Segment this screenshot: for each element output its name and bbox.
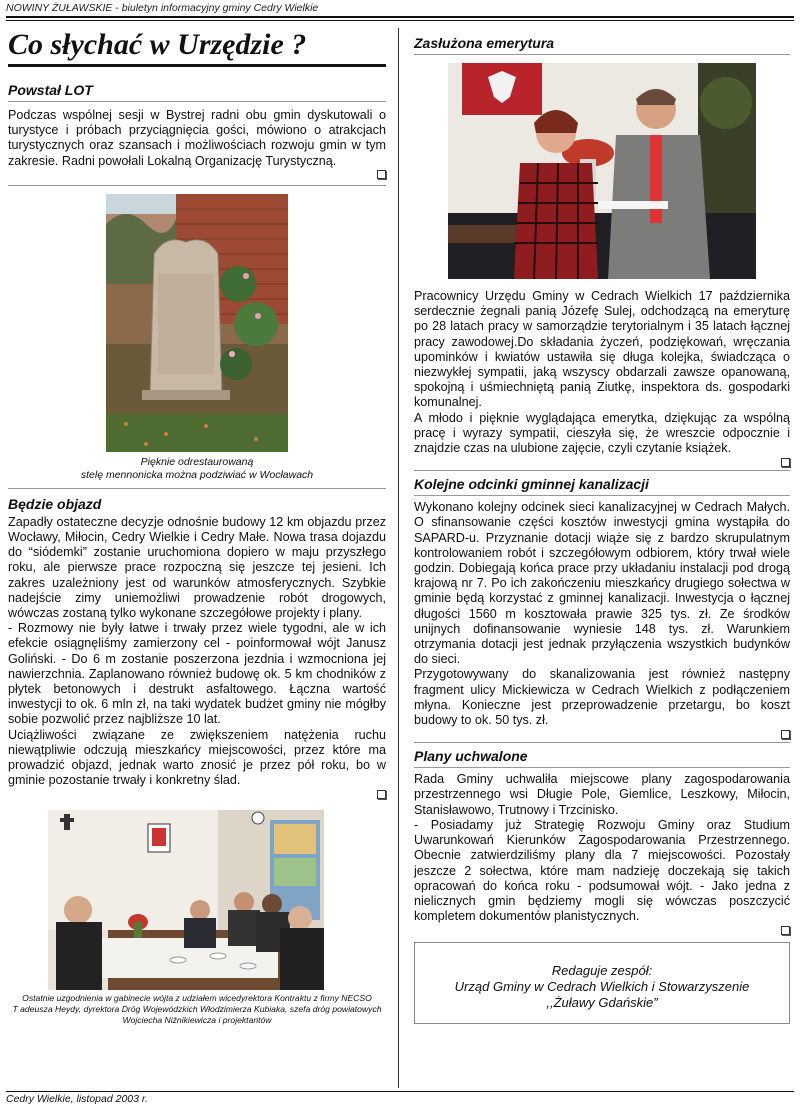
stele-photo [106, 194, 288, 452]
article-objazd-p2: - Rozmowy nie były łatwe i trwały przez wiele tygodni, ale w ich efekcie osiągnęliśmy zamierzony cel - poinformował wójt Janusz Goliński. - Do 6 m zostanie poszerzona jezdnia i wzmocniona jej nawierzchnia. Zaplanowano również budowę ok. 5 km chodników z płytek betonowych i destrukt asfaltowego. Łączna wartość inwestycji to ok. 6 mln zł, na taki wydatek budżet gminy nie mógłby sobie pozwolić przez najbliższe 10 lat. [8, 621, 386, 727]
credits-line1: Redaguje zespół: [551, 963, 653, 979]
section-title-objazd: Będzie objazd [8, 495, 102, 512]
end-mark-row [8, 169, 386, 181]
end-mark-icon [377, 170, 386, 179]
meeting-photo-image [48, 810, 324, 990]
meeting-caption-line1: Ostatnie uzgodnienia w gabinecie wójta z udziałem wicedyrektora Kontraktu z firmy NECSO [22, 993, 372, 1004]
article-objazd-p1: Zapadły ostateczne decyzje odnośnie budowy 12 km objazdu przez Wocławy, Miłocin, Cedry Wielkie i Cedry Małe. Nowa trasa dojazdu do “siódemki” zostanie uruchomiona dopiero w maju przyszłego roku, ale pierwsze prace rozpoczną się jeszcze tej jesieni. Ich zakres uzależniony jest od warunków atmosferycznych. Szybkie nadejście zimy uniemożliwi prowadzenie robót drogowych, wówczas zostaną tylko wykonane szczegółowe projekty i plany. [8, 514, 386, 621]
stele-photo-image [106, 194, 288, 452]
footer-date: Cedry Wielkie, listopad 2003 r. [6, 1093, 148, 1105]
article-lot-text: Podczas wspólnej sesji w Bystrej radni obu gmin dyskutowali o turystyce i próbach przyciągnięcia gości, mówiono o atrakcjach turystycznych oraz szansach i możliwościach rozwoju gmin w tym zakresie. Radni powołali Lokalną Organizację Turystyczną. [8, 108, 386, 168]
article-kanalizacja [414, 500, 790, 728]
meeting-photo [48, 810, 324, 990]
credits-line2: Urząd Gminy w Cedrach Wielkich i Stowarzyszenie [454, 979, 750, 995]
section-rule [414, 742, 790, 743]
column-separator [398, 28, 399, 1088]
footer-rule [6, 1091, 794, 1092]
section-rule [414, 495, 790, 496]
right-column [414, 26, 790, 1024]
meeting-caption-line2: T adeusza Heydy, dyrektora Dróg Wojewódzkich Włodzimierza Kubiaka, szefa dróg powiatowych [12, 1004, 382, 1015]
end-mark-icon [781, 926, 790, 935]
section-rule [414, 54, 790, 55]
end-mark-row [414, 924, 790, 936]
top-rule-thin [6, 20, 794, 21]
article-kanalizacja-p1: Wykonano kolejny odcinek sieci kanalizacyjnej w Cedrach Małych. O sfinansowanie części kosztów inwestycji gmina wystąpiła do SAPARD-u. Przyznanie dotacji wiąże się z bardzo skrupulatnym kontrolowaniem robót i szczegółowym odbiorem, który trwał wiele godzin. Dobiegają końca prace przy układaniu instalacji pod drogą krajową nr 7. Po ich zakończeniu mieszkańcy drugiego sołectwa w gminie będą korzystać z gminnej kanalizacji. Inwestycja o łącznej długości 1560 m kosztowała prawie 325 tys. zł. Ze środków unijnych dofinansowanie wyniesie 148 tys. zł. Warunkiem otrzymania dotacji jest jednak przyłączenia wszystkich budynków do sieci. [414, 500, 790, 667]
section-title-emerytura: Zasłużona emerytura [414, 35, 555, 51]
section-title-kanalizacja: Kolejne odcinki gminnej kanalizacji [414, 476, 649, 493]
meeting-caption-line3: Wojciecha Niźnikiewicza i projektantów [122, 1015, 272, 1026]
section-rule [8, 101, 386, 102]
end-mark-row [414, 728, 790, 740]
end-mark-icon [781, 730, 790, 739]
section-rule [414, 470, 790, 471]
section-rule [8, 488, 386, 489]
left-column [8, 26, 386, 1026]
credits-line3: ,,Żuławy Gdańskie” [546, 995, 658, 1011]
end-mark-icon [781, 458, 790, 467]
section-rule [414, 767, 790, 768]
page-title: Co słychać w Urzędzie ? [8, 28, 307, 61]
stele-caption [8, 456, 386, 482]
end-mark-row [8, 788, 386, 800]
article-emerytura-p2: A młodo i pięknie wyglądająca emerytka, dziękując za wspólną pracę i wyrazy sympatii, cieszyła się, że wreszcie odpocznie i znajdzie czas na ulubione zajęcie, czyli czytanie książek. [414, 410, 790, 456]
stele-caption-line1: Pięknie odrestaurowaną [140, 455, 254, 468]
article-objazd-p3: Uciążliwości związane ze zwiększeniem natężenia ruchu niewątpliwie odczują mieszkańcy miejscowości, przez które ma prowadzić objazd, jednak warto znosić je przez pół roku, bo w gminie pozostanie trwały i konkretny ślad. [8, 727, 386, 788]
section-title-plany: Plany uchwalone [414, 748, 528, 765]
article-objazd [8, 515, 386, 789]
top-rule [6, 16, 794, 18]
article-emerytura [414, 289, 790, 456]
retirement-photo-image [448, 63, 756, 279]
article-emerytura-p1: Pracownicy Urzędu Gminy w Cedrach Wielkich 17 października serdecznie żegnali panią Józefę Sulej, odchodzącą na emeryturę po 28 latach pracy w samorządzie terytorialnym i 35 latach łącznej pracy zawodowej.Do składania życzeń, podziękowań, wręczania upominków i kwiatów ustawiła się długa kolejka, świadcząca o niezwykłej sympatii, jaką wszyscy obdarzali zawsze opanowaną, spokojną i uśmiechniętą panią Ziutkę, inspektora ds. gospodarki komunalnej. [414, 289, 790, 410]
article-plany [414, 772, 790, 924]
article-kanalizacja-p2: Przygotowywany do skanalizowania jest również następny fragment ulicy Mickiewicza w Cedrach Wielkich z podłączeniem młyna. Konieczne jest przeprowadzenie przetargu, bo koszt budowy to ok. 50 tys. zł. [414, 667, 790, 728]
masthead: NOWINY ŻUŁAWSKIE - biuletyn informacyjny gminy Cedry Wielkie [6, 2, 319, 14]
meeting-caption [8, 993, 386, 1026]
article-plany-p1: Rada Gminy uchwaliła miejscowe plany zagospodarowania przestrzennego wsi Długie Pole, Giemlice, Leszkowy, Miłocin, Stanisławowo, Trutnowy i Trzcinisko. [414, 772, 790, 817]
article-plany-p2: - Posiadamy już Strategię Rozwoju Gminy oraz Studium Uwarunkowań Kierunków Zagospodarowania Przestrzennego. Obecnie zatwierdziliśmy plany dla 7 miejscowości. Pozostały jeszcze 2 sołectwa, które mam nadzieję doczekają się takich opracowań do końca roku - podsumował wójt. - Jako jedna z nielicznych gmin będziemy mogli się wówczas poszczycić kompletem dokumentów planistycznych. [414, 817, 790, 924]
article-lot [8, 108, 386, 169]
section-rule [8, 185, 386, 186]
stele-caption-line2: stelę mennonicka można podziwiać w Wocławach [80, 468, 314, 481]
section-title-lot: Powstał LOT [8, 82, 93, 98]
end-mark-row [414, 456, 790, 468]
editorial-credits-box [414, 942, 790, 1024]
retirement-photo [448, 63, 756, 279]
end-mark-icon [377, 790, 386, 799]
